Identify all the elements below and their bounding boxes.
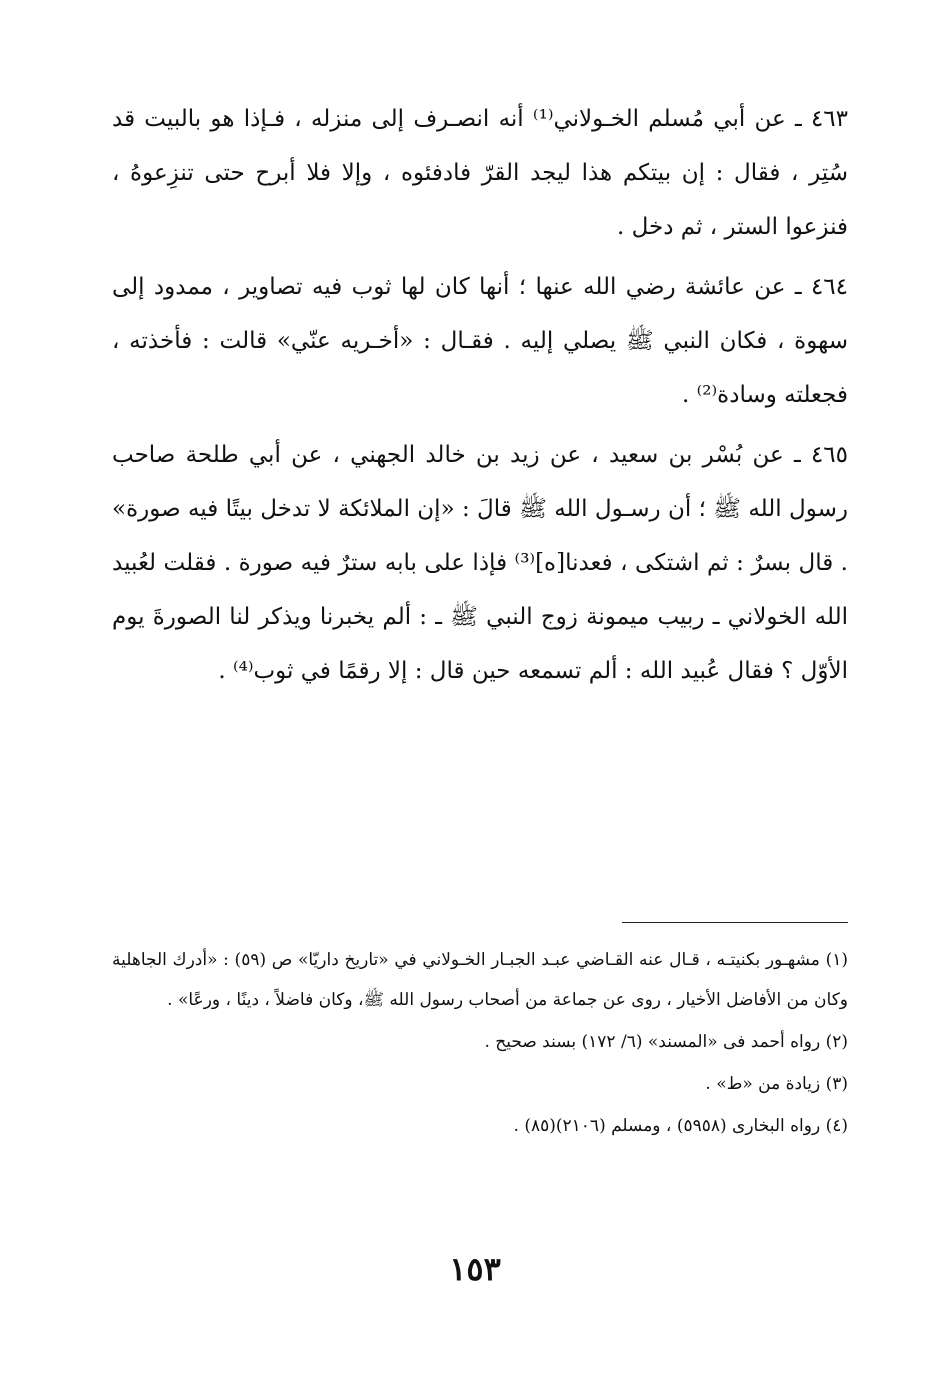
hadith-465: ٤٦٥ ـ عن بُسْر بن سعيد ، عن زيد بن خالد الجهني ، عن أبي طلحة صاحب رسول الله ﷺ ؛ أن رسـول الله ﷺ قالَ : «إن الملائكة لا تدخل بيتًا فيه صورة» . قال بسرٌ : ثم اشتكى ، فعدنا[ه]⁽³⁾ فإذا على بابه سترٌ فيه صورة . فقلت لعُبيد الله الخولاني ـ ربيب ميمونة زوج النبي ﷺ ـ : ألم يخبرنا ويذكر لنا الصورةَ يوم الأوّل ؟ فقال عُبيد الله : ألم تسمعه حين قال : إلا رقمًا في ثوب⁽⁴⁾ . xyxy=(112,442,848,684)
footnote-1: (١) مشهـور بكنيتـه ، قـال عنه القـاضي عبـد الجبـار الخـولاني في «تاريخ داريّا» ص (٥٩) : «أدرك الجاهلية وكان من الأفاضل الأخيار ، روى عن جماعة من أصحاب رسول الله ﷺ، وكان فاضلاً ، دينًا ، ورعًا» . xyxy=(112,950,849,1010)
hadith-463: ٤٦٣ ـ عن أبي مُسلم الخـولاني⁽¹⁾ أنه انصـرف إلى منزله ، فـإذا هو بالبيت قد سُتِر ، فقال : إن بيتكم هذا ليجد القرّ فادفئوه ، وإلا فلا أبرح حتى تنزِعوهُ ، فنزعوا الستر ، ثم دخل . xyxy=(112,106,848,240)
footnotes xyxy=(112,940,848,1148)
main-text xyxy=(112,92,848,704)
footnote-separator xyxy=(622,922,848,923)
hadith-464: ٤٦٤ ـ عن عائشة رضي الله عنها ؛ أنها كان لها ثوب فيه تصاوير ، ممدود إلى سهوة ، فكان النبي ﷺ يصلي إليه . فقـال : «أخـريه عنّي» قالت : فأخذته ، فجعلته وسادة⁽²⁾ . xyxy=(112,274,848,408)
footnote-3: (٣) زيادة من «ط» . xyxy=(705,1074,848,1094)
footnote-2: (٢) رواه أحمد فى «المسند» (٦/ ١٧٢) بسند صحيح . xyxy=(484,1032,848,1052)
footnote-4: (٤) رواه البخارى (٥٩٥٨) ، ومسلم (٢١٠٦)(٨٥) . xyxy=(513,1116,848,1136)
page-number: ١٥٣ xyxy=(449,1250,501,1288)
